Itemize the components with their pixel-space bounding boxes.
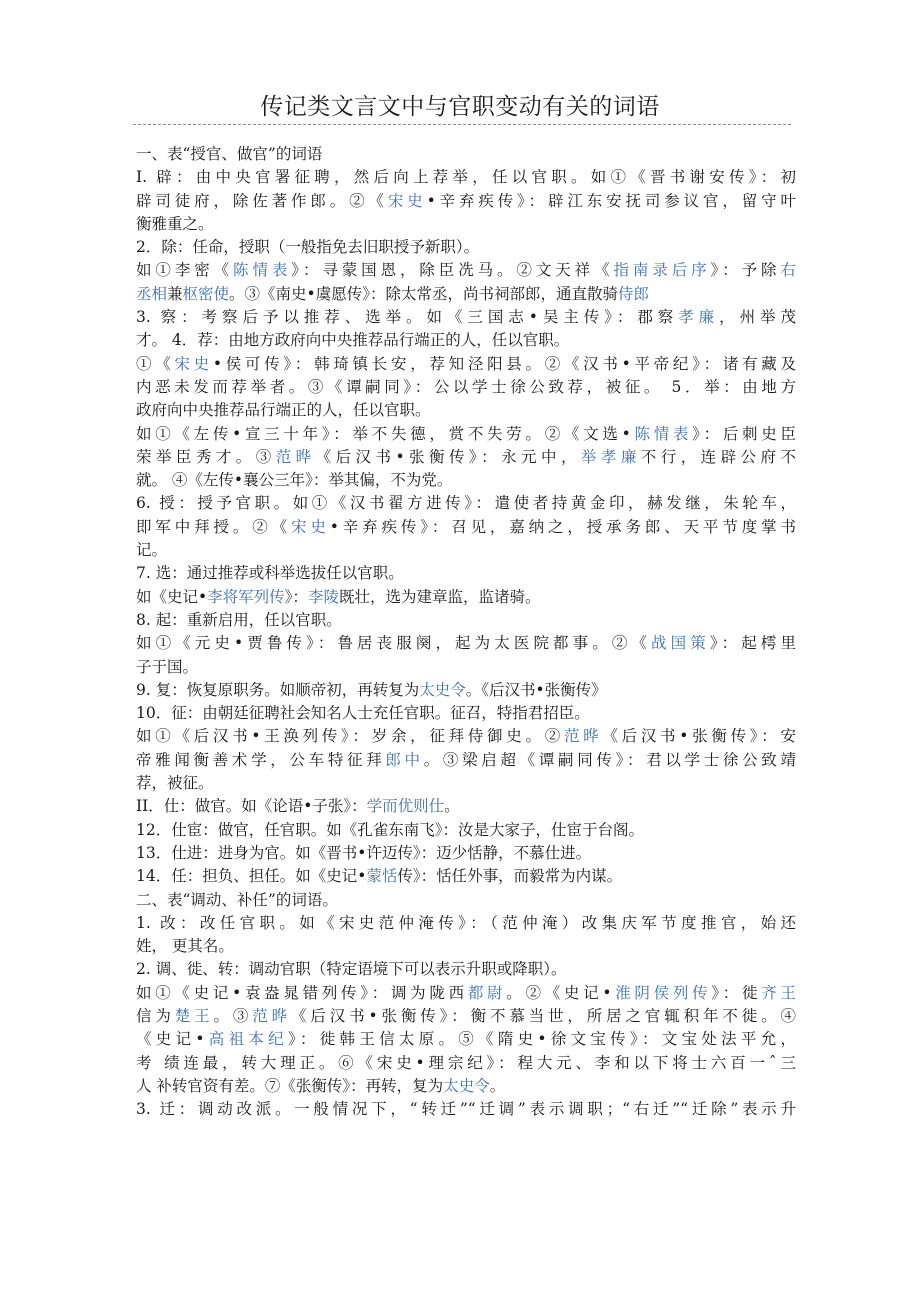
hyperlink[interactable]: 陈情表 xyxy=(630,424,693,443)
text-run: 1. 改：改任官职。如《宋史范仲淹传》：（范仲淹）改集庆军节度推官，始还 xyxy=(136,913,796,932)
hyperlink[interactable]: 丞相 xyxy=(136,284,168,303)
text-run: 既壮，选为建章监，监诸骑。 xyxy=(338,587,541,606)
hyperlink[interactable]: 范晔 xyxy=(252,1006,291,1025)
text-line xyxy=(136,632,796,655)
text-run: 就。 ④《左传•襄公三年》：举其偏，不为党。 xyxy=(136,471,453,490)
text-run: 如①《左传•宣三十年》：举不失德，赏不失劳。②《文选• xyxy=(136,424,631,443)
text-line xyxy=(136,912,796,935)
text-run: 内恶未发而荐举者。③《谭嗣同》：公以学士徐公致荐，被征。 5．举：由地方 xyxy=(136,377,796,396)
text-line xyxy=(136,213,796,236)
text-run: 》：徙韩王信太原。⑤《隋史•徐文宝传》：文宝处法平允， xyxy=(287,1030,796,1049)
hyperlink[interactable]: 高祖本纪 xyxy=(204,1030,288,1049)
text-line xyxy=(136,749,796,772)
hyperlink[interactable]: 李陵 xyxy=(307,587,339,606)
text-run: •辛弃疾传》：辟江东安抚司参议官，留守叶 xyxy=(426,191,796,210)
text-run: 即军中拜授。②《 xyxy=(136,517,291,536)
text-run: 》： xyxy=(284,587,308,606)
text-line xyxy=(136,306,796,329)
text-run: 。③梁启超《谭嗣同传》：君以学士徐公致靖 xyxy=(423,750,796,769)
text-line xyxy=(136,492,796,515)
text-run: •辛弃疾传》：召见，嘉纳之，授承务郎、天平节度掌书 xyxy=(329,517,796,536)
text-run: 二、表“调动、补任”的词语。 xyxy=(136,890,338,909)
text-run: 》：后刺史臣 xyxy=(692,424,796,443)
text-run: 2．除：任命，授职（一般指免去旧职授予新职）。 xyxy=(136,238,480,257)
text-line xyxy=(136,935,796,958)
hyperlink[interactable]: 李将军列传 xyxy=(207,587,285,606)
text-run: 不行，连辟公府不 xyxy=(640,447,796,466)
title-divider xyxy=(133,124,791,125)
text-run: 《后汉书•张衡传》：安 xyxy=(602,727,796,746)
text-line xyxy=(136,283,796,306)
text-run: 《后汉书•张衡传》：永元中， xyxy=(315,447,581,466)
text-run: 姓， 更其名。 xyxy=(136,937,234,956)
text-run: 辟司徒府，除佐著作郎。②《 xyxy=(136,191,388,210)
text-run: 《后汉书•张衡传》：衡不慕当世，所居之官辄积年不徙。④ xyxy=(291,1006,796,1025)
hyperlink[interactable]: 举孝廉 xyxy=(580,447,641,466)
text-line xyxy=(136,865,796,888)
text-run: I. 辟：由中央官署征聘，然后向上荐举，任以官职。如①《晋书谢安传》：初 xyxy=(136,168,796,187)
text-run: 》：予除 xyxy=(710,261,781,280)
hyperlink[interactable]: 战国策 xyxy=(651,634,710,653)
text-run: 如《史记• xyxy=(136,587,208,606)
text-line xyxy=(136,958,796,981)
text-line xyxy=(136,236,796,259)
text-run: 。 xyxy=(489,1076,506,1095)
hyperlink[interactable]: 右 xyxy=(780,261,796,280)
text-run: •侯可传》：韩琦镇长安，荐知泾阳县。②《汉书•平帝纪》：诸有藏及 xyxy=(212,354,796,373)
text-line xyxy=(136,329,796,352)
text-line xyxy=(136,376,796,399)
text-run: 3. 察：考察后予以推荐、选举。如《三国志•吴主传》：郡察 xyxy=(136,308,679,327)
hyperlink[interactable]: 太史令 xyxy=(443,1076,490,1095)
text-line xyxy=(136,586,796,609)
text-run: 6. 授：授予官职。如①《汉书翟方进传》：遣使者持黄金印，赫发继，朱轮车， xyxy=(136,494,796,513)
text-run: 兼 xyxy=(167,284,183,303)
text-run: 一、表“授官、做官”的词语 xyxy=(136,145,323,163)
text-line xyxy=(136,143,796,166)
text-line xyxy=(136,819,796,842)
hyperlink[interactable]: 齐王 xyxy=(761,983,796,1002)
hyperlink[interactable]: 太史令 xyxy=(419,680,466,699)
text-line xyxy=(136,1052,796,1075)
text-line xyxy=(136,772,796,795)
text-run: 》：寻蒙国恩，除臣冼马。②文天祥《 xyxy=(291,261,614,280)
text-line xyxy=(136,399,796,422)
text-run: 。③ xyxy=(213,1006,253,1025)
text-line xyxy=(136,1028,796,1051)
text-run: 9. 复：恢复原职务。如顺帝初，再转复为 xyxy=(136,680,420,699)
text-run: II．仕：做官。如《论语•子张》： xyxy=(136,797,367,816)
text-run: 《史记• xyxy=(136,1030,205,1049)
text-run: 荐，被征。 xyxy=(136,774,214,793)
text-run: 记。 xyxy=(136,541,168,560)
text-line xyxy=(136,353,796,376)
text-run: 14．任：担负、担任。如《史记• xyxy=(136,867,367,886)
text-line xyxy=(136,446,796,469)
text-run: 如①《元史•贾鲁传》：鲁居丧服阕，起为太医院都事。②《 xyxy=(136,634,652,653)
text-run: 信为 xyxy=(136,1006,175,1025)
document-title: 传记类文言文中与官职变动有关的词语 xyxy=(260,94,660,120)
hyperlink[interactable]: 宋史 xyxy=(174,354,213,373)
text-run: 3. 迁：调动改派。一般情况下，“转迁”“迁调”表示调职；“右迁”“迁除”表示升 xyxy=(136,1100,796,1119)
hyperlink[interactable]: 郎中 xyxy=(385,750,424,769)
text-run: 衡雅重之。 xyxy=(136,214,214,233)
hyperlink[interactable]: 宋史 xyxy=(387,191,427,210)
text-run: 子于国。 xyxy=(136,657,199,676)
text-run: 才。 4．荐：由地方政府向中央推荐品行端正的人，任以官职。 xyxy=(136,331,570,350)
text-run: 人 补转官资有差。⑦《张衡传》：再转，复为 xyxy=(136,1076,444,1095)
hyperlink[interactable]: 范晔 xyxy=(275,447,316,466)
text-line xyxy=(136,702,796,725)
hyperlink[interactable]: 都尉 xyxy=(467,983,507,1002)
text-run: 。 xyxy=(444,797,460,816)
text-run: 如①《后汉书•王涣列传》：岁余，征拜侍御史。② xyxy=(136,727,564,746)
text-line xyxy=(136,516,796,539)
hyperlink[interactable]: 孝廉 xyxy=(678,308,720,327)
text-line xyxy=(136,1098,796,1121)
text-run: 12．仕宦：做官，任官职。如《孔雀东南飞》：汝是大家子，仕宦于台阁。 xyxy=(136,820,644,839)
text-run: 》：徙 xyxy=(711,983,762,1002)
text-run: 。②《史记• xyxy=(506,983,612,1002)
text-line xyxy=(136,656,796,679)
text-run: 7. 选：通过推荐或科举选拔任以官职。 xyxy=(136,564,404,583)
text-line xyxy=(136,1075,796,1098)
text-run: 10．征：由朝廷征聘社会知名人士充任官职。征召，特指君招臣。 xyxy=(136,704,590,723)
text-line xyxy=(136,889,796,912)
hyperlink[interactable]: 指南录后序 xyxy=(613,261,711,280)
text-line xyxy=(136,539,796,562)
text-run: 。《后汉书•张衡传》 xyxy=(465,680,607,699)
text-run: 帝雅闻衡善术学，公车特征拜 xyxy=(136,750,386,769)
hyperlink[interactable]: 蒙恬 xyxy=(366,867,398,886)
text-run: 荣举臣秀才。③ xyxy=(136,447,276,466)
text-run: 如①李密《 xyxy=(136,261,234,280)
text-run: 2. 调、徙、转：调动官职（特定语境下可以表示升职或降职）。 xyxy=(136,960,567,979)
text-line xyxy=(136,166,796,189)
document-body xyxy=(136,143,796,1121)
text-run: 如①《史记•袁盎晁错列传》：调为陇西 xyxy=(136,983,468,1002)
text-run: 。③《南史•虞愿传》：除太常丞，尚书祠部郎，通直散骑 xyxy=(229,284,618,303)
text-line xyxy=(136,609,796,632)
text-run: ，州举茂 xyxy=(719,308,796,327)
text-line xyxy=(136,190,796,213)
text-line xyxy=(136,1005,796,1028)
hyperlink[interactable]: 侍郎 xyxy=(617,284,649,303)
text-run: 政府向中央推荐品行端正的人，任以官职。 xyxy=(136,401,431,420)
text-run: ①《 xyxy=(136,354,175,373)
text-run: 》：起樗里 xyxy=(709,634,796,653)
text-run: 传》：恬任外事，而毅常为内谋。 xyxy=(397,867,623,886)
text-line xyxy=(136,423,796,446)
hyperlink[interactable]: 陈情表 xyxy=(233,261,292,280)
text-run: 考 绩连最，转大理正。⑥《宋史•理宗纪》：程大元、李和以下将士六百一ˆ三 xyxy=(136,1053,796,1072)
text-line xyxy=(136,562,796,585)
text-line xyxy=(136,982,796,1005)
text-run: 13．仕进：进身为官。如《晋书•许迈传》：迈少恬静，不慕仕进。 xyxy=(136,843,592,862)
hyperlink[interactable]: 楚王 xyxy=(174,1006,214,1025)
hyperlink[interactable]: 范晔 xyxy=(563,727,603,746)
text-line xyxy=(136,259,796,282)
text-line xyxy=(136,469,796,492)
text-line xyxy=(136,842,796,865)
hyperlink[interactable]: 宋史 xyxy=(290,517,330,536)
text-run: 8. 起：重新启用，任以官职。 xyxy=(136,610,342,629)
text-line xyxy=(136,679,796,702)
hyperlink[interactable]: 学而优则仕 xyxy=(366,797,445,816)
hyperlink[interactable]: 枢密使 xyxy=(182,284,230,303)
text-line xyxy=(136,725,796,748)
text-line xyxy=(136,795,796,818)
hyperlink[interactable]: 淮阴侯列传 xyxy=(611,983,712,1002)
